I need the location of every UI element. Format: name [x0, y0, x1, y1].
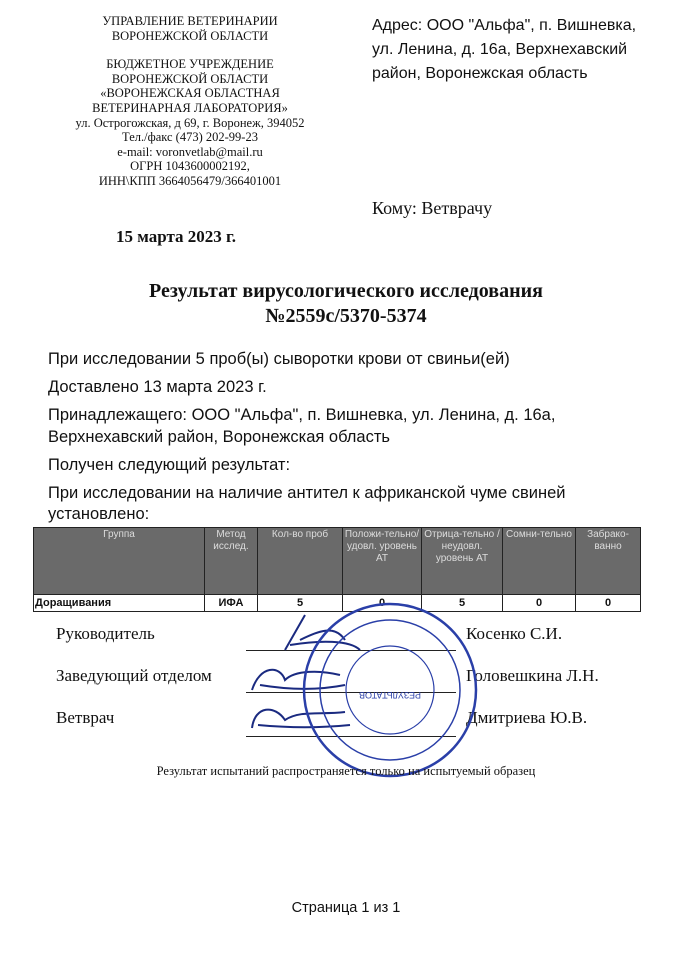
address-line: район, Воронежская область [372, 65, 588, 82]
round-stamp [304, 604, 476, 776]
header-line: Тел./факс (473) 202-99-23 [122, 130, 258, 145]
cell: 5 [422, 595, 503, 612]
col-header: Группа [34, 528, 205, 595]
header-line: e-mail: voronvetlab@mail.ru [117, 144, 263, 159]
page-footer: Страница 1 из 1 [291, 900, 401, 916]
cell: ИФА [205, 595, 258, 612]
col-header: Метод исслед. [205, 528, 258, 595]
body-line: При исследовании 5 проб(ы) сыворотки крови от свиньи(ей) [48, 350, 510, 368]
signature-name: Косенко С.И. [466, 624, 563, 643]
document-date: 15 марта 2023 г. [116, 227, 237, 246]
cell: 0 [343, 595, 422, 612]
col-header: Положи-тельно/ удовл. уровень АТ [343, 528, 422, 595]
col-header: Сомни-тельно [503, 528, 576, 595]
body-line: Принадлежащего: ООО "Альфа", п. Вишневка, ул. Ленина, д. 16а, [48, 406, 556, 424]
address-line: ул. Ленина, д. 16а, Верхнехавский [372, 41, 628, 58]
body-line: Доставлено 13 марта 2023 г. [48, 378, 267, 396]
cell: 0 [503, 595, 576, 612]
cell: 0 [576, 595, 641, 612]
svg-text:РЕЗУЛЬТАТОВ: РЕЗУЛЬТАТОВ [358, 690, 422, 700]
signature-name: Головешкина Л.Н. [466, 666, 599, 685]
body-line: Верхнехавский район, Воронежская область [48, 428, 390, 446]
address-line: Адрес: ООО "Альфа", п. Вишневка, [372, 17, 637, 34]
body-line: установлено: [48, 505, 150, 523]
document-number: №2559с/5370-5374 [265, 305, 427, 327]
col-header: Кол-во проб [258, 528, 343, 595]
header-line: БЮДЖЕТНОЕ УЧРЕЖДЕНИЕ [106, 57, 274, 72]
cell: 5 [258, 595, 343, 612]
header-line: ВЕТЕРИНАРНАЯ ЛАБОРАТОРИЯ» [92, 100, 288, 115]
document-title: Результат вирусологического исследования [149, 280, 543, 302]
cell: Доращивания [34, 595, 205, 612]
header-line: «ВОРОНЕЖСКАЯ ОБЛАСТНАЯ [100, 86, 280, 101]
signature-role: Ветврач [56, 708, 115, 727]
disclaimer-note: Результат испытаний распространяется только на испытуемый образец [156, 764, 536, 778]
recipient: Кому: Ветврачу [372, 198, 493, 218]
header-line: ИНН\КПП 3664056479/366401001 [98, 173, 282, 188]
header-line: ВОРОНЕЖСКОЙ ОБЛАСТИ [111, 71, 269, 86]
body-line: Получен следующий результат: [48, 456, 291, 474]
signature-name: Дмитриева Ю.В. [466, 708, 588, 727]
body-line: При исследовании на наличие антител к африканской чуме свиней [48, 484, 566, 502]
signature-role: Руководитель [56, 624, 155, 643]
col-header: Отрица-тельно / неудовл. уровень АТ [422, 528, 503, 595]
header-line: ул. Острогожская, д 69, г. Воронеж, 394052 [75, 115, 305, 130]
signature-role: Заведующий отделом [56, 666, 212, 685]
col-header: Забрако-ванно [576, 528, 641, 595]
header-line: УПРАВЛЕНИЕ ВЕТЕРИНАРИИ [102, 14, 278, 28]
header-line: ВОРОНЕЖСКОЙ ОБЛАСТИ [111, 28, 269, 43]
header-line: ОГРН 1043600002192, [130, 159, 250, 174]
